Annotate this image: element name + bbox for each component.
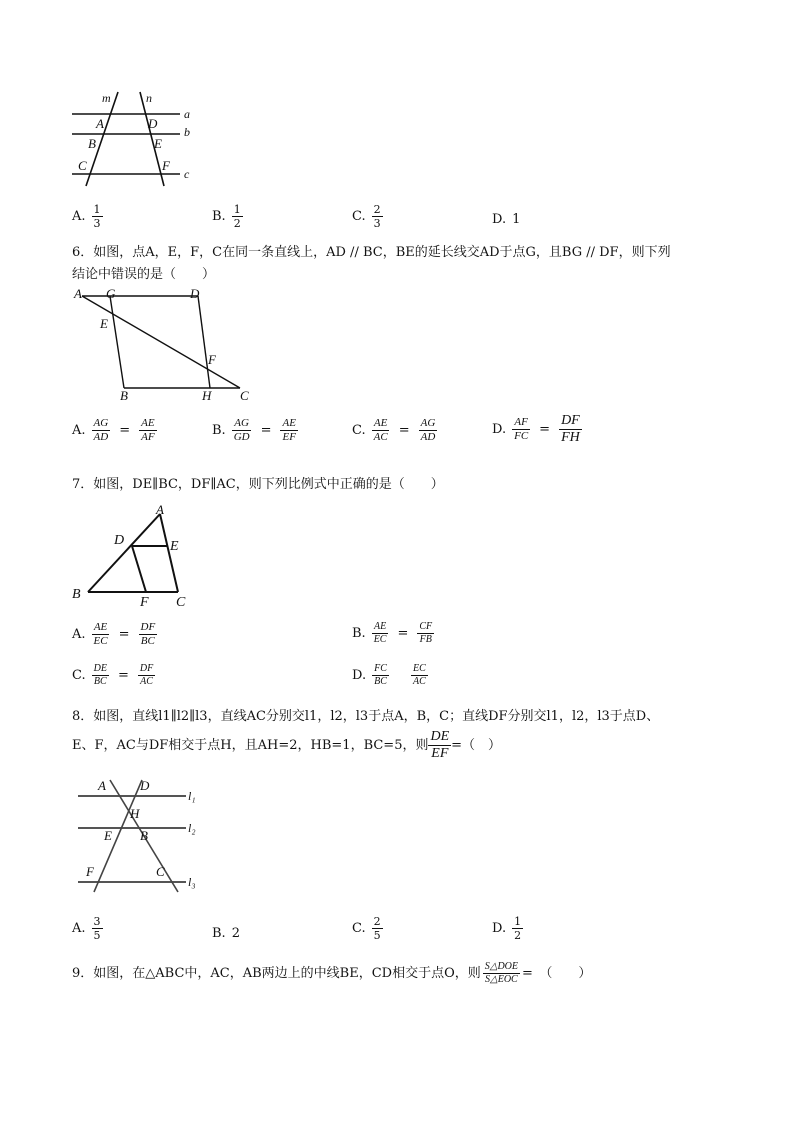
option-letter: A. bbox=[72, 627, 86, 642]
q8-option-c[interactable] bbox=[352, 916, 383, 941]
option-letter: D. bbox=[492, 921, 507, 936]
fraction: $\frac{3}{5}$ bbox=[93, 915, 101, 942]
q5-label-B: B bbox=[88, 136, 96, 151]
fraction-left: $\frac{DE}{BC}$ bbox=[93, 663, 107, 687]
q8-stem-line1: 8．如图，直线l1∥l2∥l3，直线AC分别交l1，l2，l3于点A，B，C；直线DF分别交l1，l2，l3于点D、 bbox=[72, 709, 660, 724]
option-value: 2 bbox=[231, 926, 240, 941]
q6-figure bbox=[68, 284, 258, 402]
q8-label-l3: l₃ bbox=[188, 875, 196, 889]
q8-option-a[interactable] bbox=[72, 916, 103, 941]
q7-label-E: E bbox=[170, 539, 179, 554]
option-letter: B. bbox=[212, 926, 226, 941]
q7-label-C: C bbox=[176, 595, 186, 610]
q8-stem-text: E、F，AC与DF相交于点H，且AH=2，HB=1，BC=5，则 bbox=[72, 737, 429, 753]
fraction-left: $\frac{AE}{AC}$ bbox=[373, 417, 388, 443]
q8-option-d[interactable] bbox=[492, 916, 523, 941]
q8-label-l2: l₂ bbox=[188, 821, 196, 835]
q5-label-A: A bbox=[96, 116, 104, 131]
fraction-right: $\frac{AG}{AD}$ bbox=[420, 417, 436, 443]
fraction-left: $\frac{AF}{FC}$ bbox=[514, 416, 529, 442]
option-letter: D. bbox=[492, 422, 507, 437]
q9-stem bbox=[72, 962, 742, 985]
q6-option-c[interactable]: C. $\frac{AE}{AC}$ = $\frac{AG}{AD}$ bbox=[352, 417, 436, 443]
q8-label-B: B bbox=[140, 828, 148, 843]
fraction-right: $\frac{EC}{AC}$ bbox=[413, 663, 426, 687]
q6-label-G: G bbox=[106, 286, 116, 301]
q7-option-d[interactable] bbox=[352, 664, 428, 687]
q5-option-d[interactable] bbox=[492, 212, 520, 227]
q6-label-E: E bbox=[100, 316, 108, 331]
option-letter: A. bbox=[72, 921, 86, 936]
option-letter: D. bbox=[492, 212, 507, 227]
q7-stem: 7．如图，DE∥BC，DF∥AC，则下列比例式中正确的是（ ） bbox=[72, 477, 444, 492]
q8-label-C: C bbox=[156, 864, 165, 879]
q8-stem-line2 bbox=[72, 730, 742, 761]
q8-label-E: E bbox=[104, 828, 112, 843]
fraction-left: $\frac{FC}{BC}$ bbox=[374, 663, 387, 687]
q8-option-b[interactable] bbox=[212, 926, 240, 941]
q8-label-l1: l₁ bbox=[188, 789, 196, 803]
q5-label-a: a bbox=[184, 107, 190, 121]
q7-label-A: A bbox=[156, 502, 164, 517]
fraction-left: $\frac{AG}{GD}$ bbox=[233, 417, 250, 443]
q8-label-D: D bbox=[140, 778, 150, 793]
q9-stem-tail: = （ ） bbox=[522, 965, 592, 981]
q6-label-B: B bbox=[120, 388, 128, 402]
option-letter: A. bbox=[72, 423, 86, 438]
option-value: 1 bbox=[512, 212, 521, 227]
q6-stem bbox=[72, 242, 742, 286]
q7-label-F: F bbox=[140, 595, 149, 610]
option-letter: B. bbox=[212, 423, 226, 438]
q8-stem-fraction: $\frac{DE}{EF}$ bbox=[430, 729, 450, 761]
q6-stem-line1: 6．如图，点A，E，F，C在同一条直线上，AD // BC，BE的延长线交AD于点G，且BG // DF，则下列 bbox=[72, 245, 671, 260]
q7-option-a[interactable]: A. $\frac{AE}{EC}$ = $\frac{DF}{BC}$ bbox=[72, 621, 156, 647]
q5-label-m: m bbox=[102, 91, 111, 105]
q8-label-H: H bbox=[130, 806, 140, 821]
fraction: $\frac{1}{3}$ bbox=[93, 203, 101, 230]
q5-option-a[interactable] bbox=[72, 204, 103, 229]
q7-figure bbox=[68, 502, 198, 612]
option-letter: B. bbox=[352, 626, 366, 641]
fraction: $\frac{1}{2}$ bbox=[514, 915, 522, 942]
fraction-left: $\frac{AE}{EC}$ bbox=[373, 621, 387, 645]
q5-label-E: E bbox=[154, 136, 162, 151]
fraction-right: $\frac{CF}{FB}$ bbox=[419, 621, 433, 645]
q5-label-b: b bbox=[184, 125, 190, 139]
q5-label-C: C bbox=[78, 158, 87, 173]
q6-option-a[interactable]: A. $\frac{AG}{AD}$ = $\frac{AE}{AF}$ bbox=[72, 417, 155, 443]
fraction-right: $\frac{DF}{FH}$ bbox=[561, 413, 580, 445]
fraction-right: $\frac{DF}{AC}$ bbox=[139, 663, 154, 687]
option-letter: C. bbox=[352, 209, 366, 224]
fraction: $\frac{2}{3}$ bbox=[373, 203, 381, 230]
q6-label-F: F bbox=[208, 352, 216, 367]
q5-figure bbox=[68, 88, 198, 188]
q6-option-d[interactable]: D. $\frac{AF}{FC}$ = $\frac{DF}{FH}$ bbox=[492, 413, 580, 445]
fraction-right: $\frac{AE}{EF}$ bbox=[282, 417, 296, 443]
q5-option-b[interactable] bbox=[212, 204, 243, 229]
q7-option-c[interactable]: C. $\frac{DE}{BC}$ = $\frac{DF}{AC}$ bbox=[72, 663, 154, 687]
option-letter: C. bbox=[352, 921, 366, 936]
option-letter: B. bbox=[212, 209, 226, 224]
fraction-right: $\frac{DF}{BC}$ bbox=[140, 621, 156, 647]
option-letter: A. bbox=[72, 209, 86, 224]
q5-label-c: c bbox=[184, 167, 190, 181]
q6-label-C: C bbox=[240, 388, 249, 402]
q6-label-H: H bbox=[202, 388, 212, 402]
fraction: $\frac{1}{2}$ bbox=[233, 203, 241, 230]
option-letter: C. bbox=[72, 668, 86, 683]
option-letter: C. bbox=[352, 423, 366, 438]
option-letter: D. bbox=[352, 668, 367, 683]
fraction-left: $\frac{AG}{AD}$ bbox=[93, 417, 109, 443]
q5-label-D: D bbox=[148, 116, 158, 131]
q8-label-A: A bbox=[98, 778, 106, 793]
q7-label-D: D bbox=[114, 533, 125, 548]
q5-label-F: F bbox=[162, 158, 170, 173]
q9-stem-text: 9．如图，在△ABC中，AC，AB两边上的中线BE，CD相交于点O，则 bbox=[72, 965, 481, 981]
q7-option-b[interactable]: B. $\frac{AE}{EC}$ = $\frac{CF}{FB}$ bbox=[352, 621, 433, 645]
q9-stem-fraction: $\frac{\text{S△DOE}}{\text{S△EOC}}$ bbox=[484, 961, 518, 985]
q7-label-B: B bbox=[72, 587, 81, 602]
q8-label-F: F bbox=[86, 864, 94, 879]
q6-label-D: D bbox=[190, 286, 200, 301]
fraction-left: $\frac{AE}{EC}$ bbox=[93, 621, 108, 647]
q6-label-A: A bbox=[74, 286, 82, 301]
q6-stem-line2: 结论中错误的是（ ） bbox=[72, 267, 216, 282]
q5-option-c[interactable] bbox=[352, 204, 383, 229]
fraction: $\frac{2}{5}$ bbox=[373, 915, 381, 942]
q5-label-n: n bbox=[146, 91, 152, 105]
q8-stem-tail: =（ ） bbox=[451, 737, 502, 753]
fraction-right: $\frac{AE}{AF}$ bbox=[141, 417, 155, 443]
q8-figure bbox=[68, 770, 208, 900]
q6-option-b[interactable]: B. $\frac{AG}{GD}$ = $\frac{AE}{EF}$ bbox=[212, 417, 296, 443]
